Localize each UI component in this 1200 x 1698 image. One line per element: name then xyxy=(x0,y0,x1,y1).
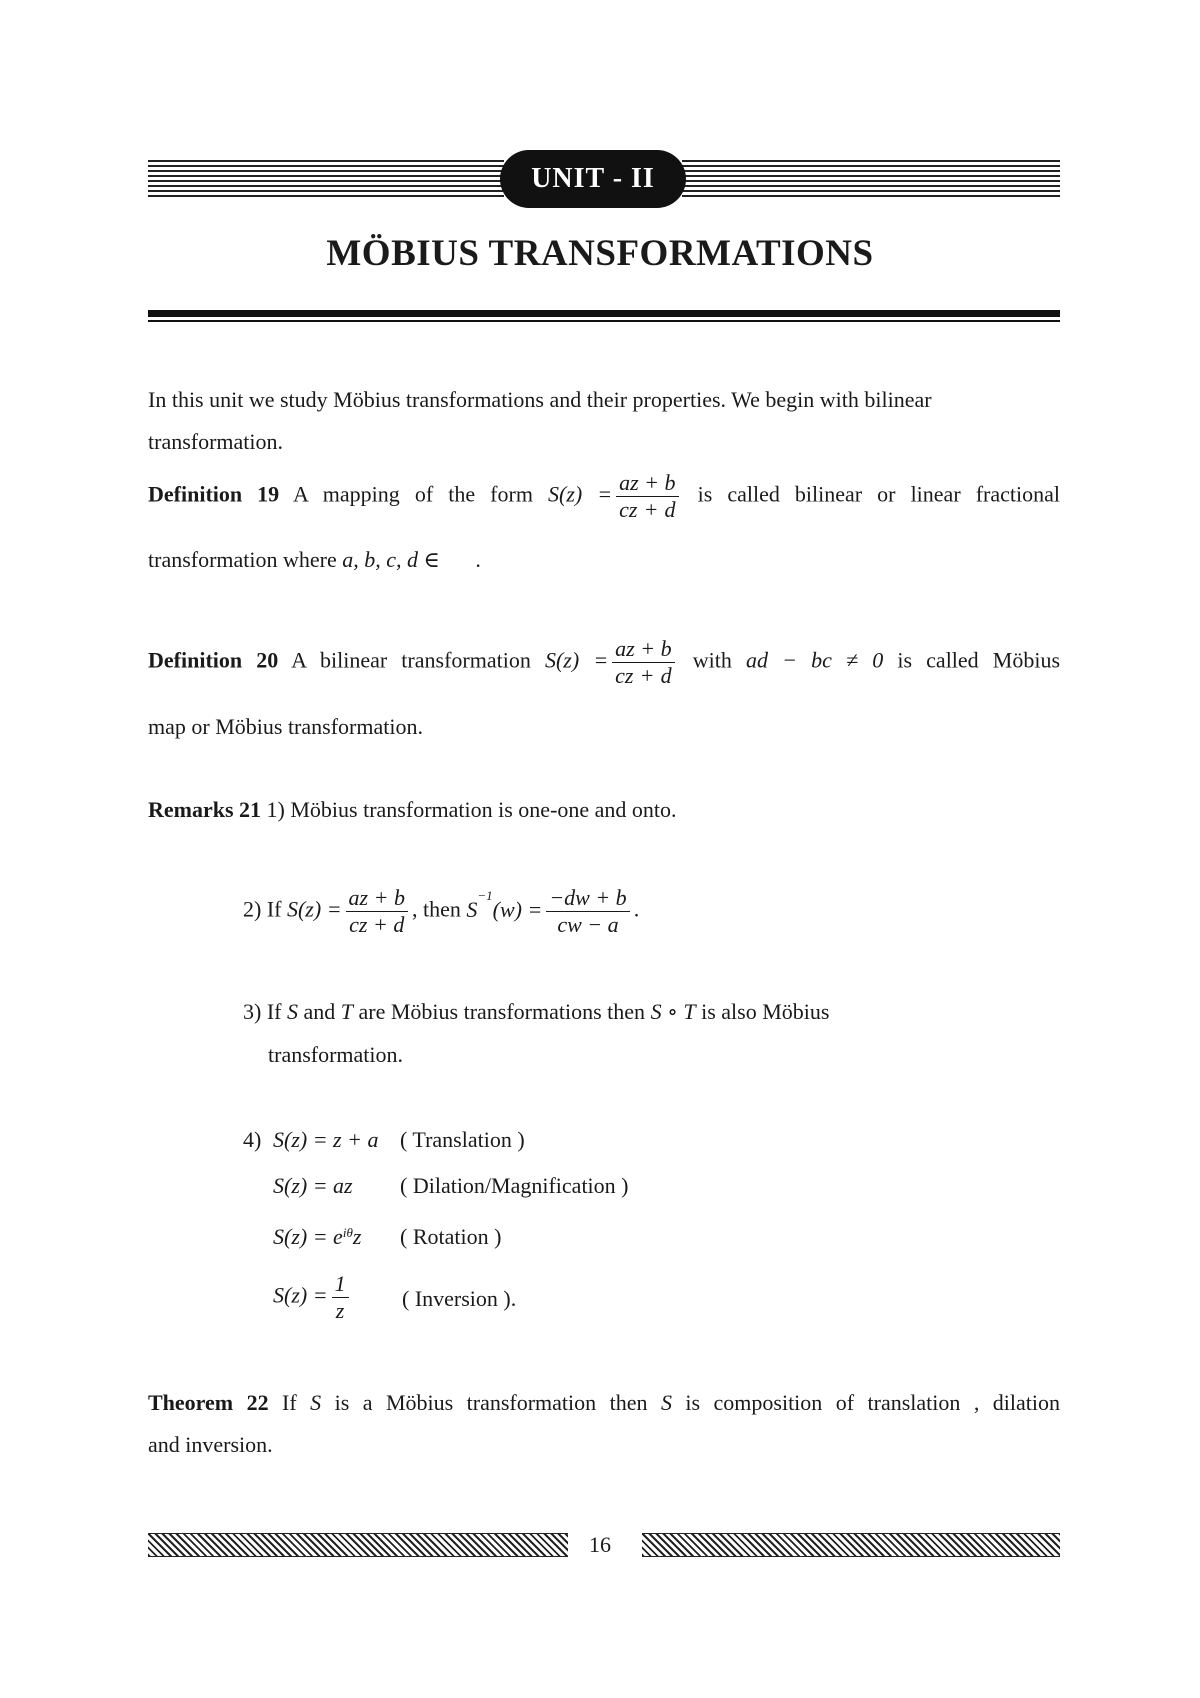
definition-20-text-c: is called Möbius xyxy=(897,647,1061,673)
definition-20-numerator: az + b xyxy=(612,636,674,663)
inversion-lhs: S(z) = xyxy=(273,1282,328,1308)
definition-19-lhs: S(z) = xyxy=(548,481,613,507)
remarks-21-label: Remarks 21 xyxy=(148,797,262,822)
inversion-formula xyxy=(273,1271,353,1324)
definition-19-denominator: cz + d xyxy=(619,497,676,522)
remark-2-denominator: cz + d xyxy=(349,912,405,937)
definition-20-condition: ad − bc ≠ 0 xyxy=(746,647,884,673)
definition-20-denominator: cz + d xyxy=(615,663,672,688)
remark-3-text: are Möbius transformations then xyxy=(358,999,646,1024)
title-rule-thick xyxy=(148,310,1060,317)
remark-2-end: . xyxy=(633,896,640,922)
remark-2-inverse-lhs: $S^{-1}(w)$ = xyxy=(466,888,543,922)
intro-line-1: In this unit we study Möbius transformations and their properties. We begin with bilinear xyxy=(148,387,932,412)
remark-2-inverse-fraction xyxy=(546,885,629,938)
definition-19-text-a: A mapping of the form xyxy=(293,481,533,507)
definition-19-text-b: is called bilinear or linear fractional xyxy=(697,481,1060,507)
inversion-numerator: 1 xyxy=(332,1271,349,1298)
page-title: MÖBIUS TRANSFORMATIONS xyxy=(326,233,874,274)
header-lines-left xyxy=(148,160,504,198)
definition-19-fraction xyxy=(616,470,678,523)
theorem-22-text-b: is composition of translation , dilation xyxy=(685,1390,1061,1415)
remark-4-prefix: 4) xyxy=(243,1127,262,1152)
remark-1: 1) Möbius transformation is one-one and onto. xyxy=(266,797,677,822)
unit-badge: UNIT - II xyxy=(500,150,686,208)
page-number: 16 xyxy=(589,1532,611,1557)
definition-20-label: Definition 20 xyxy=(148,647,279,673)
remark-2-then: , then xyxy=(411,896,461,922)
inversion-fraction xyxy=(332,1271,349,1324)
theorem-22-line-2: and inversion. xyxy=(148,1432,273,1457)
rotation-label: ( Rotation ) xyxy=(400,1224,502,1249)
theorem-22-text-a: is a Möbius transformation then xyxy=(334,1390,648,1415)
definition-20-text-b: with xyxy=(692,647,732,673)
remarks-21-line-1 xyxy=(148,795,677,825)
footer-hatch-right xyxy=(642,1533,1060,1557)
definition-20-text-a: A bilinear transformation xyxy=(291,647,531,673)
definition-20-lhs: S(z) = xyxy=(544,647,609,673)
remark-3-tail: is also Möbius xyxy=(701,999,830,1024)
remark-2 xyxy=(243,885,639,938)
remark-2-inverse-denominator: cw − a xyxy=(557,912,619,937)
definition-19-numerator: az + b xyxy=(616,470,678,497)
definition-19-line2-text: transformation where xyxy=(148,547,337,572)
translation-formula: S(z) = z + a xyxy=(273,1127,379,1152)
remark-2-fraction xyxy=(346,885,408,938)
definition-19-end: . xyxy=(475,547,481,572)
translation-label: ( Translation ) xyxy=(400,1127,525,1152)
remark-3-line-1 xyxy=(243,997,829,1027)
dilation-formula: S(z) = az xyxy=(273,1173,353,1198)
remark-2-lhs: S(z) = xyxy=(286,896,342,922)
remark-3-if: 3) If xyxy=(243,999,282,1024)
footer-hatch-left xyxy=(148,1533,568,1557)
rotation-exponent: iθ xyxy=(342,1225,353,1240)
definition-19-label: Definition 19 xyxy=(148,481,280,507)
remark-3-line-2: transformation. xyxy=(268,1042,404,1067)
remark-2-numerator: az + b xyxy=(346,885,408,912)
remark-3-S: S xyxy=(286,999,298,1024)
intro-line-2: transformation. xyxy=(148,429,284,454)
header-lines-right xyxy=(682,160,1060,198)
definition-19-line-2 xyxy=(148,545,481,575)
remark-2-prefix: 2) If xyxy=(243,896,282,922)
title-rule-thin xyxy=(148,320,1060,322)
remark-2-inverse-exponent: −1 xyxy=(477,888,493,903)
theorem-22-line-1 xyxy=(148,1388,1060,1418)
remark-3-T: T xyxy=(340,999,353,1024)
remark-3-composition: S ∘ T xyxy=(650,999,696,1024)
rotation-formula: $S(z) = e^{i\theta}z$ xyxy=(273,1224,362,1249)
theorem-22-if: If xyxy=(282,1390,297,1415)
theorem-22-S1: S xyxy=(310,1390,322,1415)
theorem-22-S2: S xyxy=(660,1390,672,1415)
remark-3-and: and xyxy=(303,999,336,1024)
definition-19-line-1 xyxy=(148,470,1060,523)
theorem-22-label: Theorem 22 xyxy=(148,1390,269,1415)
inversion-denominator: z xyxy=(335,1298,345,1323)
definition-20-fraction xyxy=(612,636,674,689)
definition-19-vars: a, b, c, d ∈ xyxy=(342,547,440,572)
definition-20-line-2: map or Möbius transformation. xyxy=(148,714,423,739)
inversion-label: ( Inversion ). xyxy=(402,1286,517,1311)
remark-2-inverse-numerator: −dw + b xyxy=(546,885,629,912)
dilation-label: ( Dilation/Magnification ) xyxy=(400,1173,629,1198)
definition-20-line-1 xyxy=(148,636,1060,689)
